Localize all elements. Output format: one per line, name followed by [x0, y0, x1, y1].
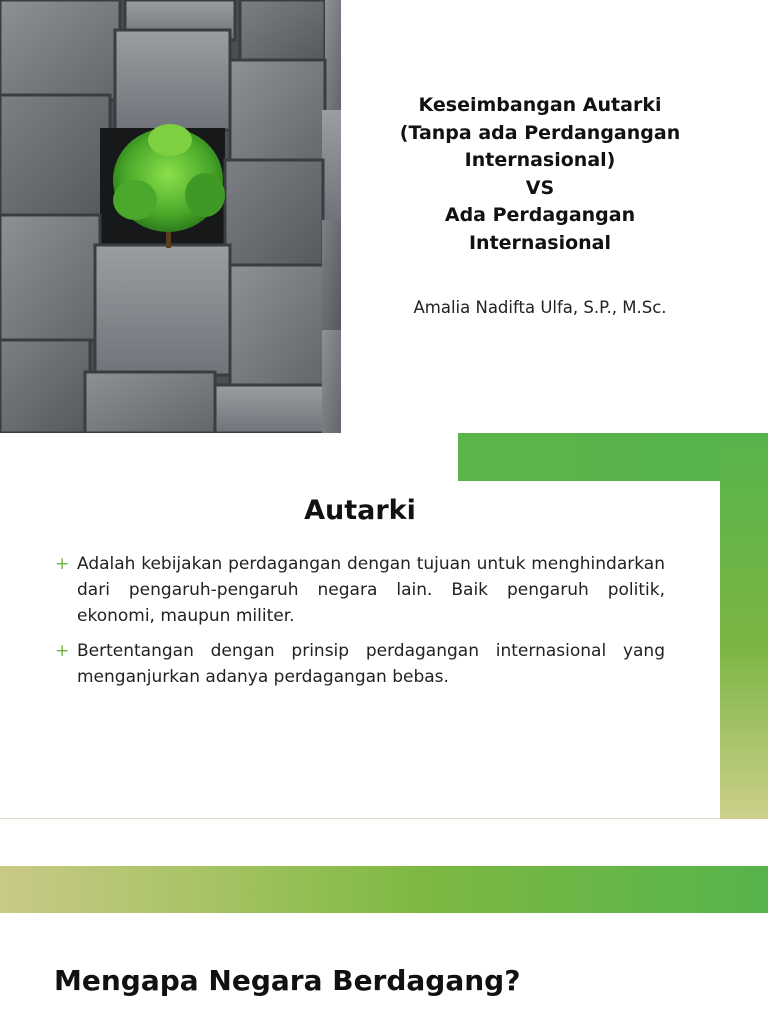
- plus-icon: +: [55, 554, 70, 574]
- title-line-4: VS: [525, 176, 555, 199]
- presentation-title: [370, 92, 710, 257]
- bullet-item: [55, 551, 665, 629]
- title-line-1: Keseimbangan Autarki: [418, 94, 662, 116]
- title-line-6: Internasional: [468, 231, 612, 254]
- stone-wall-illustration: [0, 0, 341, 433]
- autarki-slide: [0, 433, 768, 819]
- stone-wall-with-tree-image: [0, 0, 341, 433]
- title-line-5: Ada Perdagangan: [444, 204, 636, 226]
- title-line-3: Internasional): [464, 149, 616, 171]
- bullet-item: [55, 638, 665, 690]
- mengapa-slide: [0, 866, 768, 1024]
- author-name: Amalia Nadifta Ulfa, S.P., M.Sc.: [413, 298, 667, 317]
- slide-heading: Mengapa Negara Berdagang?: [54, 964, 521, 997]
- slide-divider: [0, 818, 720, 819]
- green-accent-right: [720, 433, 768, 819]
- bullet-text: Bertentangan dengan prinsip perdagangan internasional yang menganjurkan adanya perdagangan bebas.: [77, 641, 665, 687]
- title-slide: [0, 0, 768, 433]
- green-gradient-band: [0, 866, 768, 913]
- slide-heading: Autarki: [304, 495, 416, 526]
- bullet-list: [55, 551, 665, 699]
- plus-icon: +: [55, 641, 70, 661]
- title-line-2: (Tanpa ada Perdangangan: [399, 121, 681, 144]
- bullet-text: Adalah kebijakan perdagangan dengan tujuan untuk menghindarkan dari pengaruh-pengaruh negara lain. Baik pengaruh politik, ekonomi, maupun militer.: [77, 554, 665, 626]
